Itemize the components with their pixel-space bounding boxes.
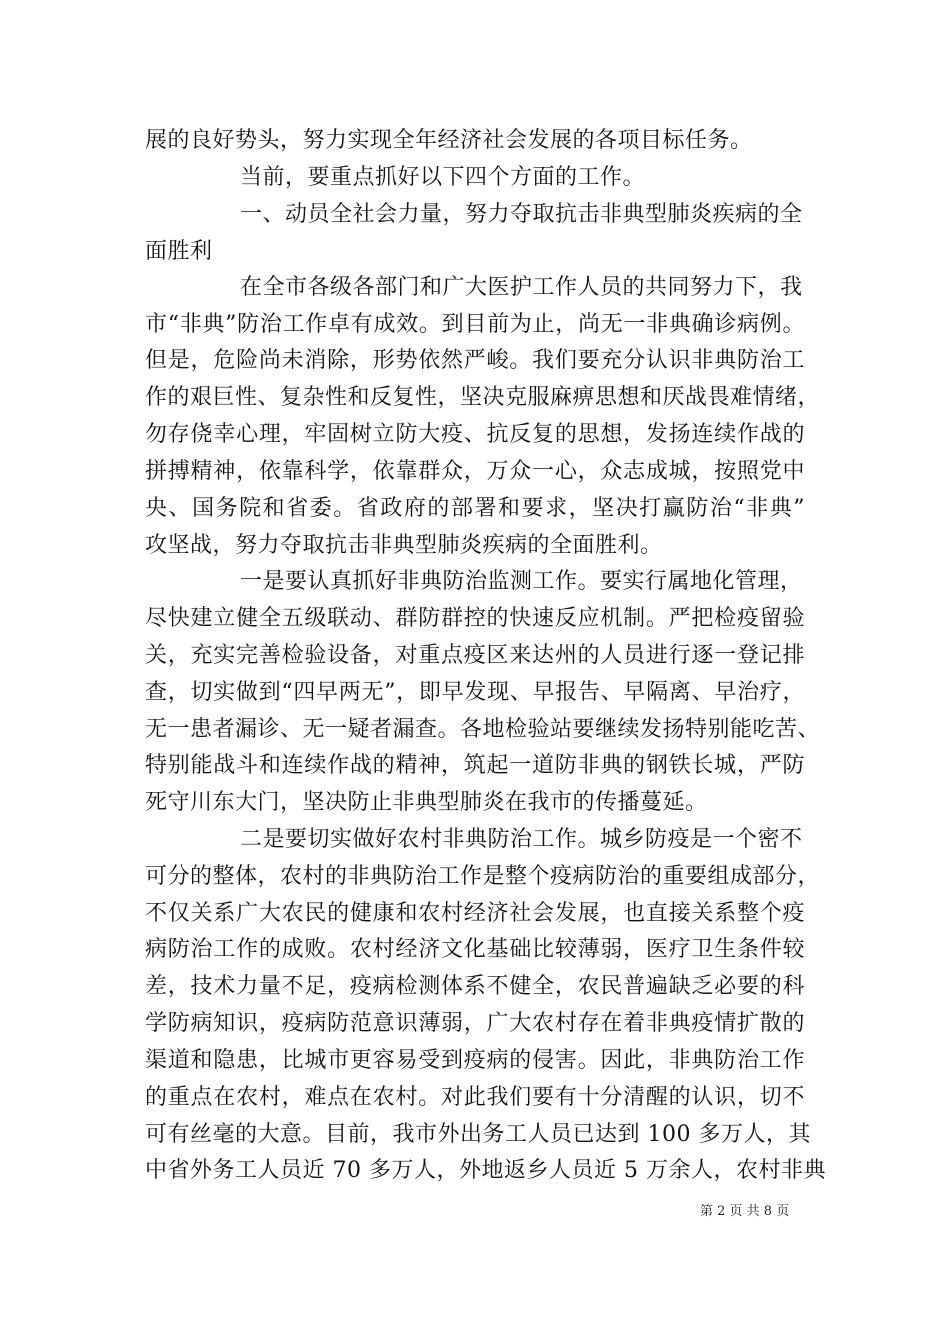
paragraph-line: 尽快建立健全五级联动、群防群控的快速反应机制。严把检疫留验 [145, 606, 805, 631]
paragraph-line: 攻坚战，努力夺取抗击非典型肺炎疾病的全面胜利。 [145, 533, 663, 558]
paragraph-line: 市“非典”防治工作卓有成效。到目前为止，尚无一非典确诊病例。 [145, 312, 805, 337]
paragraph-line: 但是，危险尚未消除，形势依然严峻。我们要充分认识非典防治工 [145, 348, 805, 373]
paragraph-line: 的重点在农村，难点在农村。对此我们要有十分清醒的认识，切不 [145, 1085, 805, 1110]
paragraph-line: 病防治工作的成败。农村经济文化基础比较薄弱，医疗卫生条件较 [145, 937, 805, 962]
paragraph-line: 查，切实做到“四早两无”，即早发现、早报告、早隔离、早治疗， [145, 680, 805, 705]
paragraph-line: 勿存侥幸心理，牢固树立防大疫、抗反复的思想，发扬连续作战的 [145, 422, 805, 447]
paragraph-line: 拼搏精神，依靠科学，依靠群众，万众一心，众志成城，按照党中 [145, 459, 805, 484]
paragraph-line: 在全市各级各部门和广大医护工作人员的共同努力下，我 [240, 275, 803, 300]
paragraph-line: 一是要认真抓好非典防治监测工作。要实行属地化管理， [240, 569, 803, 594]
paragraph-line: 特别能战斗和连续作战的精神，筑起一道防非典的钢铁长城，严防 [145, 753, 805, 778]
paragraph-line: 可分的整体，农村的非典防治工作是整个疫病防治的重要组成部分， [145, 864, 821, 889]
page-number-footer: 第 2 页 共 8 页 [700, 1204, 790, 1219]
paragraph-line: 中省外务工人员近 70 多万人，外地返乡人员近 5 万余人，农村非典 [145, 1158, 826, 1183]
paragraph-line: 作的艰巨性、复杂性和反复性，坚决克服麻痹思想和厌战畏难情绪， [145, 385, 821, 410]
paragraph-line: 学防病知识，疫病防范意识薄弱，广大农村存在着非典疫情扩散的 [145, 1011, 805, 1036]
paragraph-line: 二是要切实做好农村非典防治工作。城乡防疫是一个密不 [240, 827, 803, 852]
text-line: 展的良好势头，努力实现全年经济社会发展的各项目标任务。 [145, 128, 753, 153]
paragraph-line: 关，充实完善检验设备，对重点疫区来达州的人员进行逐一登记排 [145, 643, 805, 668]
text-line: 当前，要重点抓好以下四个方面的工作。 [240, 165, 646, 190]
paragraph-line: 不仅关系广大农民的健康和农村经济社会发展，也直接关系整个疫 [145, 901, 805, 926]
paragraph-line: 无一患者漏诊、无一疑者漏查。各地检验站要继续发扬特别能吃苦、 [145, 717, 821, 742]
section-heading: 一、动员全社会力量，努力夺取抗击非典型肺炎疾病的全 [240, 202, 803, 227]
paragraph-line: 央、国务院和省委。省政府的部署和要求，坚决打赢防治“非典” [145, 496, 805, 521]
paragraph-line: 死守川东大门，坚决防止非典型肺炎在我市的传播蔓延。 [145, 790, 708, 815]
paragraph-line: 可有丝毫的大意。目前，我市外出务工人员已达到 100 多万人，其 [145, 1122, 811, 1147]
paragraph-line: 渠道和隐患，比城市更容易受到疫病的侵害。因此，非典防治工作 [145, 1048, 805, 1073]
paragraph-line: 差，技术力量不足，疫病检测体系不健全，农民普遍缺乏必要的科 [145, 974, 805, 999]
section-heading: 面胜利 [145, 239, 213, 264]
